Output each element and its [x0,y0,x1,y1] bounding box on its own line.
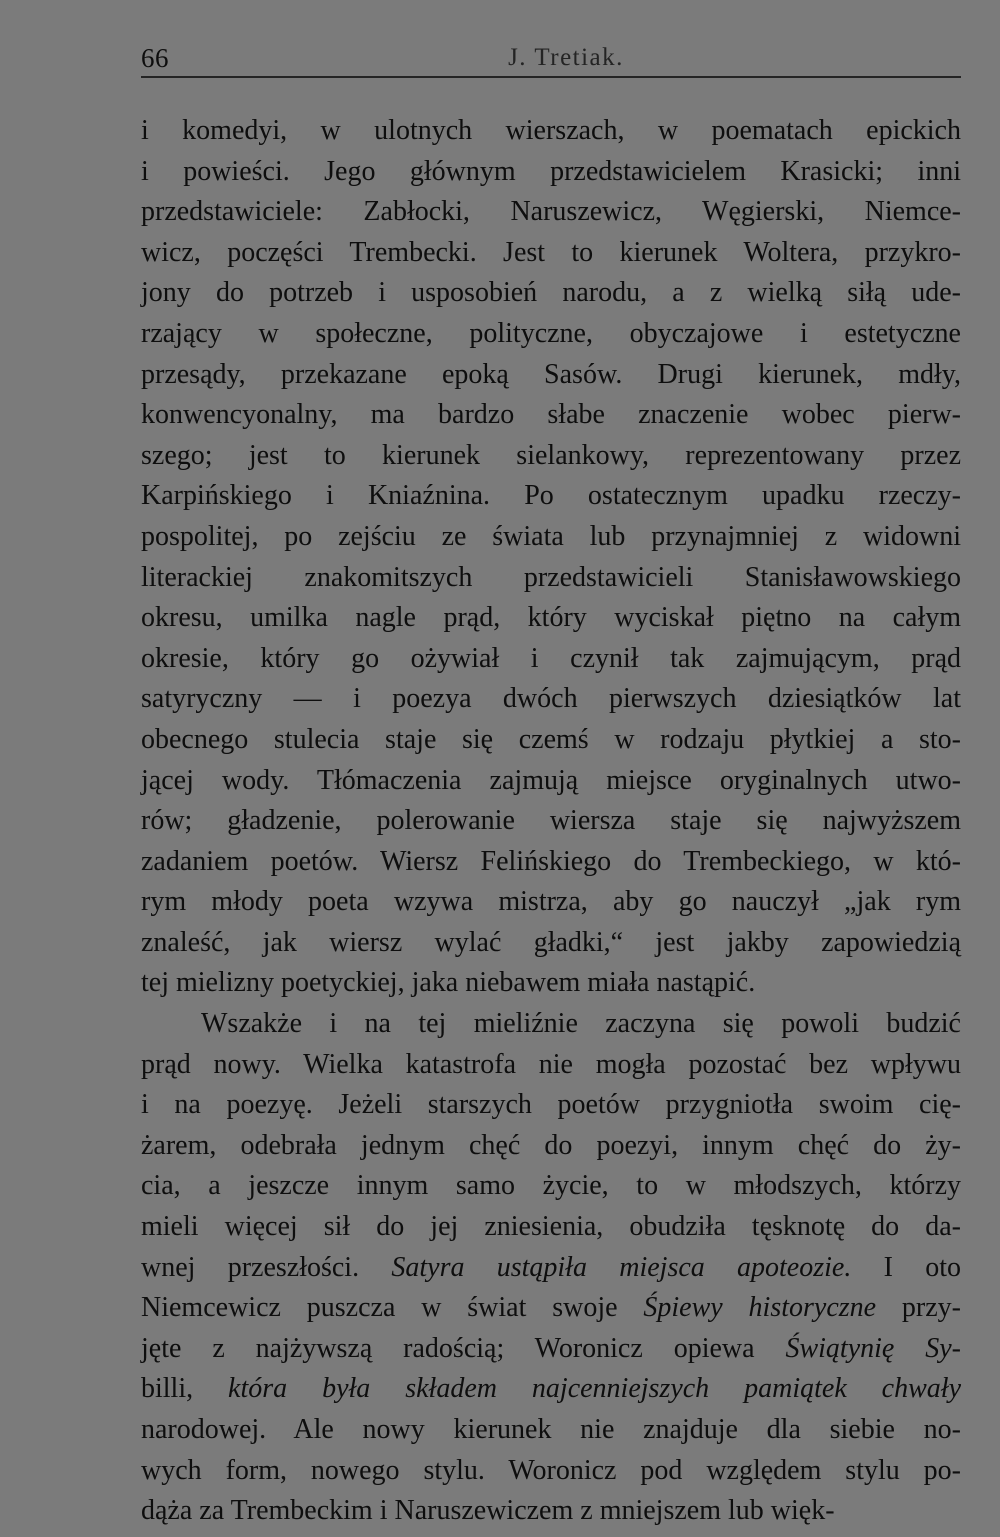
text-line [141,476,961,517]
text-segment: i na poezyę. Jeżeli starszych poetów przygniotła swoim cię- [141,1089,961,1121]
text-line [141,1410,961,1451]
text-line [141,679,961,720]
text-segment: cia, a jeszcze innym samo życie, to w młodszych, którzy [141,1170,961,1202]
text-line [141,314,961,355]
text-segment: Niemcewicz puszcza w świat swoje [141,1292,644,1324]
text-line [141,1045,961,1086]
page-number: 66 [141,43,169,73]
text-line [141,517,961,558]
text-line [141,639,961,680]
text-segment: jącej wody. Tłómaczenia zajmują miejsce oryginalnych utwo- [141,764,961,796]
text-segment: przesądy, przekazane epoką Sasów. Drugi kierunek, mdły, [141,358,961,390]
text-line [141,1329,961,1370]
text-segment: i powieści. Jego głównym przedstawicielem Krasicki; inni [141,155,961,187]
text-line [141,1085,961,1126]
text-segment: i komedyi, w ulotnych wierszach, w poematach epickich [141,115,961,146]
text-segment: przy- [876,1292,961,1324]
header-rule [141,76,961,78]
text-line [141,192,961,233]
text-line [141,1248,961,1289]
text-segment: pospolitej, po zejściu ze świata lub przynajmniej z widowni [141,520,961,552]
text-line [141,801,961,842]
text-segment: billi, [141,1373,194,1405]
text-segment: wnej przeszłości. [141,1251,392,1283]
text-line [141,923,961,964]
text-line [141,1004,961,1045]
text-segment: znaleść, jak wiersz wylać gładki,“ jest jakby zapowiedzią [141,926,961,958]
text-line [141,152,961,193]
italic-title: Satyra ustąpiła miejsca apoteozie. [391,1251,852,1283]
text-segment: rów; gładzenie, polerowanie wiersza staje się najwyższem [141,805,961,837]
text-line [141,436,961,477]
text-segment: rym młody poeta wzywa mistrza, aby go nauczył „jak rym [141,886,961,918]
italic-title: Świątynię Sy- [785,1332,961,1364]
text-line [141,598,961,639]
text-segment: tej mielizny poetyckiej, jaka niebawem miała nastąpić. [141,967,756,999]
text-segment: zadaniem poetów. Wiersz Felińskiego do Trembeckiego, w któ- [141,845,961,877]
text-segment: I oto [851,1251,961,1283]
text-line [141,1288,961,1329]
text-segment: rzający w społeczne, polityczne, obyczajowe i estetyczne [141,317,961,349]
text-line [141,233,961,274]
text-segment: mieli więcej sił do jej zniesienia, obudziła tęsknotę do da- [141,1211,961,1243]
text-line [141,842,961,883]
text-segment: konwencyonalny, ma bardzo słabe znaczenie wobec pierw- [141,399,961,431]
text-line [141,1451,961,1492]
text-segment: okresu, umilka nagle prąd, który wyciskał piętno na całym [141,602,961,634]
text-segment: narodowej. Ale nowy kierunek nie znajduje dla siebie no- [141,1414,961,1445]
text-segment: wych form, nowego stylu. Woronicz pod względem stylu po- [141,1454,961,1486]
running-head: J. Tretiak. [508,44,624,71]
text-segment: jęte z najżywszą radością; Woronicz opiewa [141,1332,786,1364]
text-line [141,273,961,314]
text-segment: obecnego stulecia staje się czemś w rodzaju płytkiej a sto- [141,723,961,755]
text-line [141,761,961,802]
text-line [141,355,961,396]
text-segment: żarem, odebrała jednym chęć do poezyi, innym chęć do ży- [141,1129,961,1161]
italic-title: Śpiewy historyczne [643,1292,877,1324]
text-segment: przedstawiciele: Zabłocki, Naruszewicz, Węgierski, Niemce- [141,196,961,228]
text-line [141,1207,961,1248]
text-segment: jony do potrzeb i usposobień narodu, a z wielką siłą ude- [141,277,961,309]
text-line [141,1126,961,1167]
text-segment: literackiej znakomitszych przedstawicieli Stanisławowskiego [141,561,961,593]
text-segment: wicz, poczęści Trembecki. Jest to kierunek Woltera, przykro- [141,236,961,268]
body-text [141,111,961,1532]
text-segment: prąd nowy. Wielka katastrofa nie mogła pozostać bez wpływu [141,1048,961,1080]
text-line [141,963,961,1004]
text-segment: dąża za Trembeckim i Naruszewiczem z mniejszem lub więk- [141,1495,835,1527]
text-segment: szego; jest to kierunek sielankowy, reprezentowany przez [141,439,961,471]
text-line [141,1369,961,1410]
text-segment: Wszakże i na tej mieliźnie zaczyna się powoli budzić [201,1008,961,1040]
text-segment: Karpińskiego i Kniaźnina. Po ostatecznym upadku rzeczy- [141,480,961,512]
text-line [141,111,961,152]
page-header [141,38,961,78]
text-line [141,1491,961,1532]
italic-title: która była składem najcenniejszych pamiątek chwały [193,1373,961,1405]
text-line [141,1166,961,1207]
text-segment: okresie, który go ożywiał i czynił tak zajmującym, prąd [141,642,961,674]
text-line [141,395,961,436]
text-line [141,720,961,761]
text-line [141,882,961,923]
text-segment: satyryczny — i poezya dwóch pierwszych dziesiątków lat [141,683,961,715]
text-line [141,558,961,599]
